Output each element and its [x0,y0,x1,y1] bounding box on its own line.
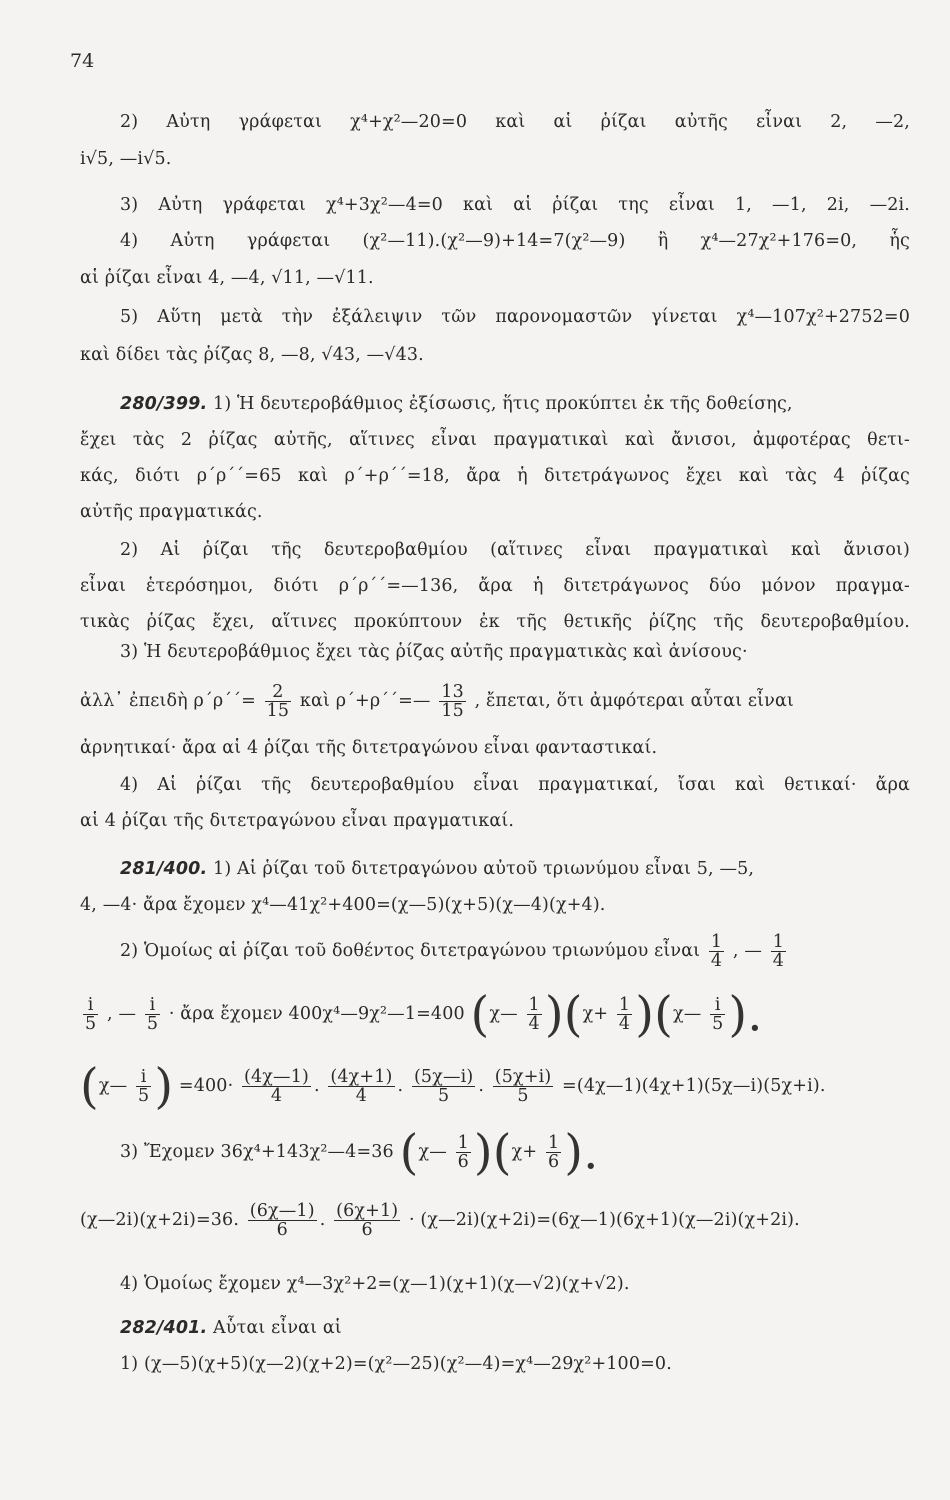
numerator: 13 [441,681,464,702]
text-span: χ— [98,1076,128,1096]
paren: ) [154,1058,174,1115]
numerator: 1 [618,994,631,1015]
numerator: 1 [772,931,784,952]
text-line: ἀρνητικαί· ἄρα αἱ 4 ῥίζαι τῆς διτετραγώνου εἶναι φανταστικαί. [80,738,658,758]
numerator: (4χ—1) [244,1066,309,1087]
fraction [412,1068,475,1106]
denominator: 5 [138,1086,150,1106]
section-heading: 282/401. [120,1318,208,1338]
text-span: (χ—2i)(χ+2i)=36. [80,1210,240,1230]
text-span: . [478,1076,485,1096]
numerator: i [145,996,160,1015]
paren: ( [470,986,490,1043]
paren: ( [563,986,583,1043]
text-line: 4) Αἱ ῥίζαι τῆς δευτεροβαθμίου εἶναι πραγματικαί, ἴσαι καὶ θετικαί· ἄρα [120,775,910,795]
fraction [546,1134,561,1172]
denominator: 15 [266,701,290,721]
text-line: ἔχει τὰς 2 ῥίζας αὐτῆς, αἵτινες εἶναι πραγματικαὶ καὶ ἄνισοι, ἀμφοτέρας θετι- [80,430,910,450]
text-line: 4) Ὁμοίως ἔχομεν χ⁴—3χ²+2=(χ—1)(χ+1)(χ—√2)(χ+√2). [120,1274,630,1294]
fraction-line [120,926,910,976]
text-line: 4) Αὐτη γράφεται (χ²—11).(χ²—9)+14=7(χ²—9) ἢ χ⁴—27χ²+176=0, ἧς [120,231,910,251]
numerator: 1 [710,931,723,952]
numerator: 2 [265,683,292,702]
fraction-line [80,986,910,1042]
numerator: 1 [528,994,540,1015]
fraction [710,996,725,1034]
numerator: i [136,1068,151,1087]
paren: ) [544,986,564,1043]
fraction-line [80,1192,910,1248]
text-span: , — [107,1004,137,1024]
text-line: αὐτῆς πραγματικάς. [80,502,263,522]
denominator: 4 [355,1086,368,1106]
text-line: κάς, διότι ρ΄ρ΄΄=65 καὶ ρ΄+ρ΄΄=18, ἄρα ἡ διτετράγωνος ἔχει καὶ τὰς 4 ῥίζας [80,466,910,486]
section-heading: 281/400. [120,859,208,879]
paren: ). [564,1124,599,1181]
fraction [136,1068,151,1106]
fraction [527,996,542,1034]
text-line: 1) (χ—5)(χ+5)(χ—2)(χ+2)=(χ²—25)(χ²—4)=χ⁴—29χ²+100=0. [120,1354,672,1374]
text-line: αἱ 4 ῥίζαι τῆς διτετραγώνου εἶναι πραγματικαί. [80,811,515,831]
text-span: 1) Αἱ ῥίζαι τοῦ διτετραγώνου αὐτοῦ τριωνύμου εἶναι 5, —5, [213,859,755,879]
denominator: 5 [85,1014,97,1034]
text-span: χ— [489,1004,518,1024]
text-span: · (χ—2i)(χ+2i)=(6χ—1)(6χ+1)(χ—2i)(χ+2i). [408,1210,800,1230]
text-span: . [319,1210,326,1230]
text-span: χ— [672,1004,702,1024]
fraction [456,1134,471,1172]
numerator: 1 [457,1132,469,1153]
fraction [242,1068,311,1106]
text-span: καὶ ρ΄+ρ΄΄=— [299,691,431,711]
paren: ) [635,986,655,1043]
text-line: 3) Ἡ δευτεροβάθμιος ἔχει τὰς ῥίζας αὐτῆς πραγματικὰς καὶ ἀνίσους· [120,642,748,662]
text-span: χ+ [582,1004,609,1024]
numerator: (6χ—1) [249,1200,315,1221]
fraction [248,1202,317,1240]
denominator: 5 [517,1086,529,1106]
numerator: (6χ+1) [336,1200,399,1221]
denominator: 4 [710,951,723,971]
denominator: 6 [457,1152,469,1172]
text-line: 2) Αἱ ῥίζαι τῆς δευτεροβαθμίου (αἵτινες εἶναι πραγματικαὶ καὶ ἄνισοι) [120,540,910,560]
denominator: 4 [528,1014,540,1034]
paren: ( [399,1124,419,1181]
text-span: , ἔπεται, ὅτι ἀμφότεραι αὗται εἶναι [474,691,794,711]
fraction [83,996,98,1034]
text-span: =(4χ—1)(4χ+1)(5χ—i)(5χ+i). [562,1076,826,1096]
numerator: (5χ—i) [413,1066,474,1087]
paren: ) [473,1124,493,1181]
paren: ( [80,1058,99,1115]
page-number: 74 [70,50,95,72]
denominator: 4 [618,1014,631,1034]
text-line: 2) Αὐτη γράφεται χ⁴+χ²—20=0 καὶ αἱ ῥίζαι αὐτῆς εἶναι 2, —2, [120,112,910,132]
fraction [265,683,292,721]
numerator: i [83,996,98,1015]
text-span: 3) Ἔχομεν 36χ⁴+143χ²—4=36 [120,1142,394,1162]
section-heading: 280/399. [120,394,208,414]
text-line: τικὰς ῥίζας ἔχει, αἵτινες προκύπτουν ἐκ τῆς θετικῆς ῥίζης τῆς δευτεροβαθμίου. [80,612,910,632]
denominator: 4 [772,951,784,971]
text-line: 5) Αὕτη μετὰ τὴν ἐξάλειψιν τῶν παρονομαστῶν γίνεται χ⁴—107χ²+2752=0 [120,307,910,327]
section-281 [120,857,910,881]
paren: ( [492,1124,512,1181]
paren: ). [728,986,763,1043]
text-line: καὶ δίδει τὰς ῥίζας 8, —8, √43, —√43. [80,345,424,365]
text-line: 3) Αὐτη γράφεται χ⁴+3χ²—4=0 καὶ αἱ ῥίζαι της εἶναι 1, —1, 2i, —2i. [120,195,910,215]
denominator: 5 [146,1014,159,1034]
fraction [328,1068,394,1106]
denominator: 15 [441,701,464,721]
text-span: 2) Ὁμοίως αἱ ῥίζαι τοῦ δοθέντος διτετραγώνου τριωνύμου εἶναι [120,941,701,961]
text-line: i√5, —i√5. [80,149,172,169]
text-line: εἶναι ἑτερόσημοι, διότι ρ΄ρ΄΄=—136, ἄρα ἡ διτετράγωνος δύο μόνον πραγμα- [80,576,910,596]
denominator: 5 [437,1086,450,1106]
text-span: 1) Ἡ δευτεροβάθμιος ἐξίσωσις, ἥτις προκύπτει ἐκ τῆς δοθείσης, [213,394,793,414]
numerator: (4χ+1) [330,1066,393,1087]
denominator: 6 [276,1220,288,1240]
denominator: 6 [361,1220,373,1240]
numerator: i [710,996,725,1015]
text-span: , — [732,941,762,961]
text-span: . [397,1076,404,1096]
text-span: =400· [178,1076,234,1096]
fraction-line [80,1058,910,1114]
text-span: . [313,1076,320,1096]
text-span: χ+ [511,1142,538,1162]
text-line: 4, —4· ἄρα ἔχομεν χ⁴—41χ²+400=(χ—5)(χ+5)(χ—4)(χ+4). [80,895,606,915]
text-span: χ— [418,1142,447,1162]
fraction [709,933,724,971]
text-line: αἱ ῥίζαι εἶναι 4, —4, √11, —√11. [80,268,374,288]
section-282 [120,1316,910,1340]
fraction [439,683,466,721]
fraction-line [120,1124,910,1180]
fraction [771,933,786,971]
numerator: (5χ+i) [494,1066,552,1087]
fraction [145,996,160,1034]
fraction [493,1068,554,1106]
paren: ( [654,986,673,1043]
numerator: 1 [547,1132,560,1153]
text-span: Αὗται εἶναι αἱ [213,1318,342,1338]
denominator: 6 [547,1152,560,1172]
section-280 [120,392,910,416]
text-span: · ἄρα ἔχομεν 400χ⁴—9χ²—1=400 [168,1004,465,1024]
denominator: 4 [270,1086,283,1106]
fraction-line [80,678,910,724]
text-span: ἀλλ᾽ ἐπειδὴ ρ΄ρ΄΄= [80,691,256,711]
fraction [334,1202,400,1240]
fraction [617,996,632,1034]
denominator: 5 [712,1014,724,1034]
